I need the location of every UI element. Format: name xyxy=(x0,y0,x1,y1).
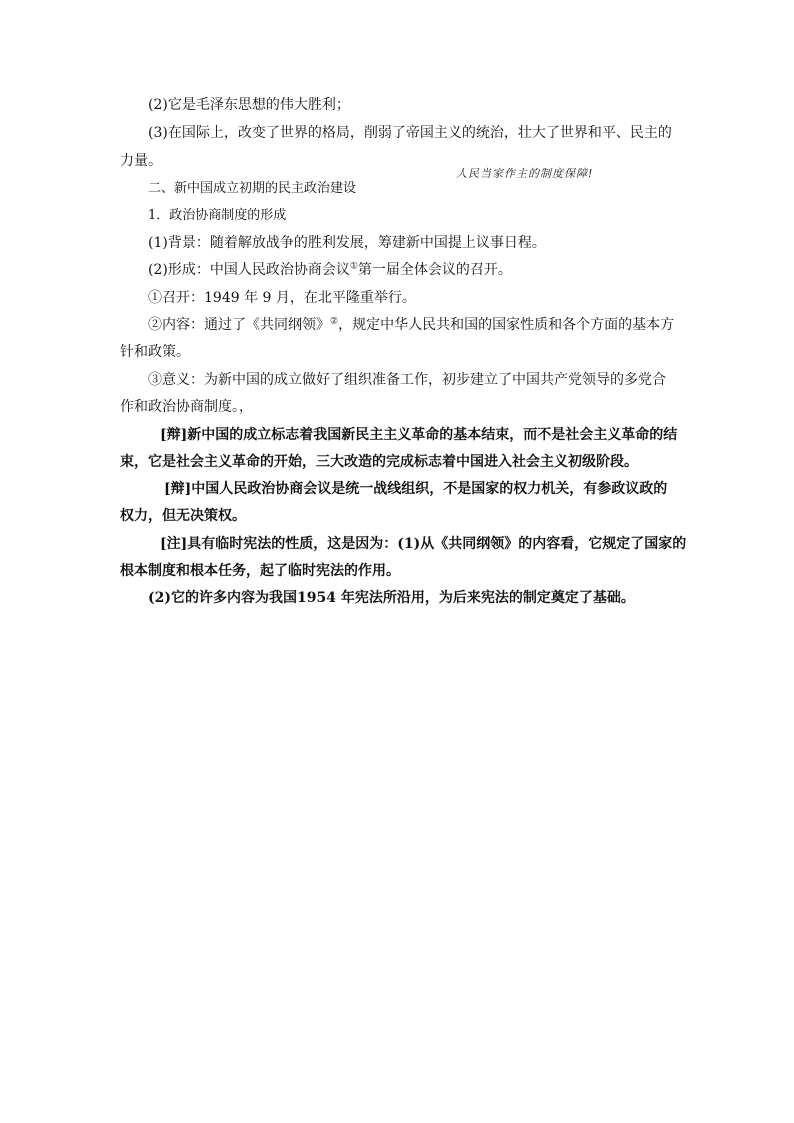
paragraph-line: 力量。 xyxy=(120,153,162,169)
paragraph-line: 作和政治协商制度。， xyxy=(120,399,253,415)
text-span: 第一届全体会议的召开。 xyxy=(357,262,512,278)
subsection-title: 1．政治协商制度的形成 xyxy=(148,208,287,223)
paragraph-line: (1)背景：随着解放战争的胜利发展，筹建新中国提上议事日程。 xyxy=(148,235,546,251)
handwritten-annotation: 人民当家作主的制度保障! xyxy=(456,167,594,180)
note-line: 根本制度和根本任务，起了临时宪法的作用。 xyxy=(120,563,400,579)
paragraph-line: 针和政策。 xyxy=(120,344,190,360)
note-line: [注]具有临时宪法的性质，这是因为：(1)从《共同纲领》的内容看，它规定了国家的 xyxy=(160,536,687,552)
text-span: ，规定中华人民共和国的国家性质和各个方面的基本方 xyxy=(338,317,675,333)
paragraph-line: ①召开：1949 年 9 月，在北平隆重举行。 xyxy=(148,290,416,306)
note-line: (2)它的许多内容为我国1954 年宪法所沿用，为后来宪法的制定奠定了基础。 xyxy=(148,590,635,606)
paragraph-line: (2)它是毛泽东思想的伟大胜利； xyxy=(148,97,350,113)
note-line: 束，它是社会主义革命的开始，三大改造的完成标志着中国进入社会主义初级阶段。 xyxy=(120,454,638,470)
footnote-marker: ① xyxy=(349,261,358,272)
note-line: 权力，但无决策权。 xyxy=(120,508,246,524)
note-line: [辩]中国人民政治协商会议是统一战线组织，不是国家的权力机关，有参政议政的 xyxy=(164,481,668,497)
section-title: 二、新中国成立初期的民主政治建设 xyxy=(148,181,357,196)
footnote-marker: ② xyxy=(330,316,339,327)
note-line: [辩]新中国的成立标志着我国新民主主义革命的基本结束，而不是社会主义革命的结 xyxy=(160,427,678,443)
paragraph-line xyxy=(148,260,512,280)
text-span: ②内容：通过了《共同纲领》 xyxy=(148,317,330,333)
paragraph-line: (3)在国际上，改变了世界的格局，削弱了帝国主义的统治，壮大了世界和平、民主的 xyxy=(148,125,672,141)
paragraph-line: ③意义：为新中国的成立做好了组织准备工作，初步建立了中国共产党领导的多党合 xyxy=(148,372,666,388)
text-span: (2)形成：中国人民政治协商会议 xyxy=(148,262,350,278)
paragraph-line xyxy=(148,315,674,335)
